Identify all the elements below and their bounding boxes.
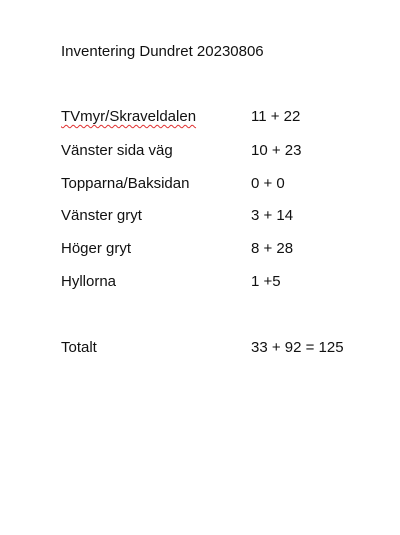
row-value: 10 + 23 bbox=[251, 142, 302, 159]
inventory-row-hyllorna bbox=[61, 273, 361, 293]
inventory-row-vanster-gryt bbox=[61, 207, 361, 227]
total-row bbox=[61, 339, 361, 359]
inventory-row-tvmyr bbox=[61, 108, 361, 128]
row-value: 1 +5 bbox=[251, 273, 281, 290]
row-label: Vänster gryt bbox=[61, 207, 142, 224]
row-value: 11 + 22 bbox=[251, 108, 301, 125]
row-value: 8 + 28 bbox=[251, 240, 294, 257]
row-label: Hyllorna bbox=[61, 273, 117, 290]
inventory-row-vanster-sida-vag bbox=[61, 142, 361, 162]
row-value: 3 + 14 bbox=[251, 207, 294, 224]
total-label: Totalt bbox=[61, 339, 97, 356]
row-value: 0 + 0 bbox=[251, 175, 285, 192]
document-title: Inventering Dundret 20230806 bbox=[61, 43, 264, 60]
row-label: TVmyr/Skraveldalen bbox=[61, 108, 197, 125]
inventory-row-hoger-gryt bbox=[61, 240, 361, 260]
row-label: Vänster sida väg bbox=[61, 142, 173, 159]
total-value: 33 + 92 = 125 bbox=[251, 339, 344, 356]
row-label: Höger gryt bbox=[61, 240, 132, 257]
row-label: Topparna/Baksidan bbox=[61, 175, 190, 192]
inventory-row-topparna bbox=[61, 175, 361, 195]
